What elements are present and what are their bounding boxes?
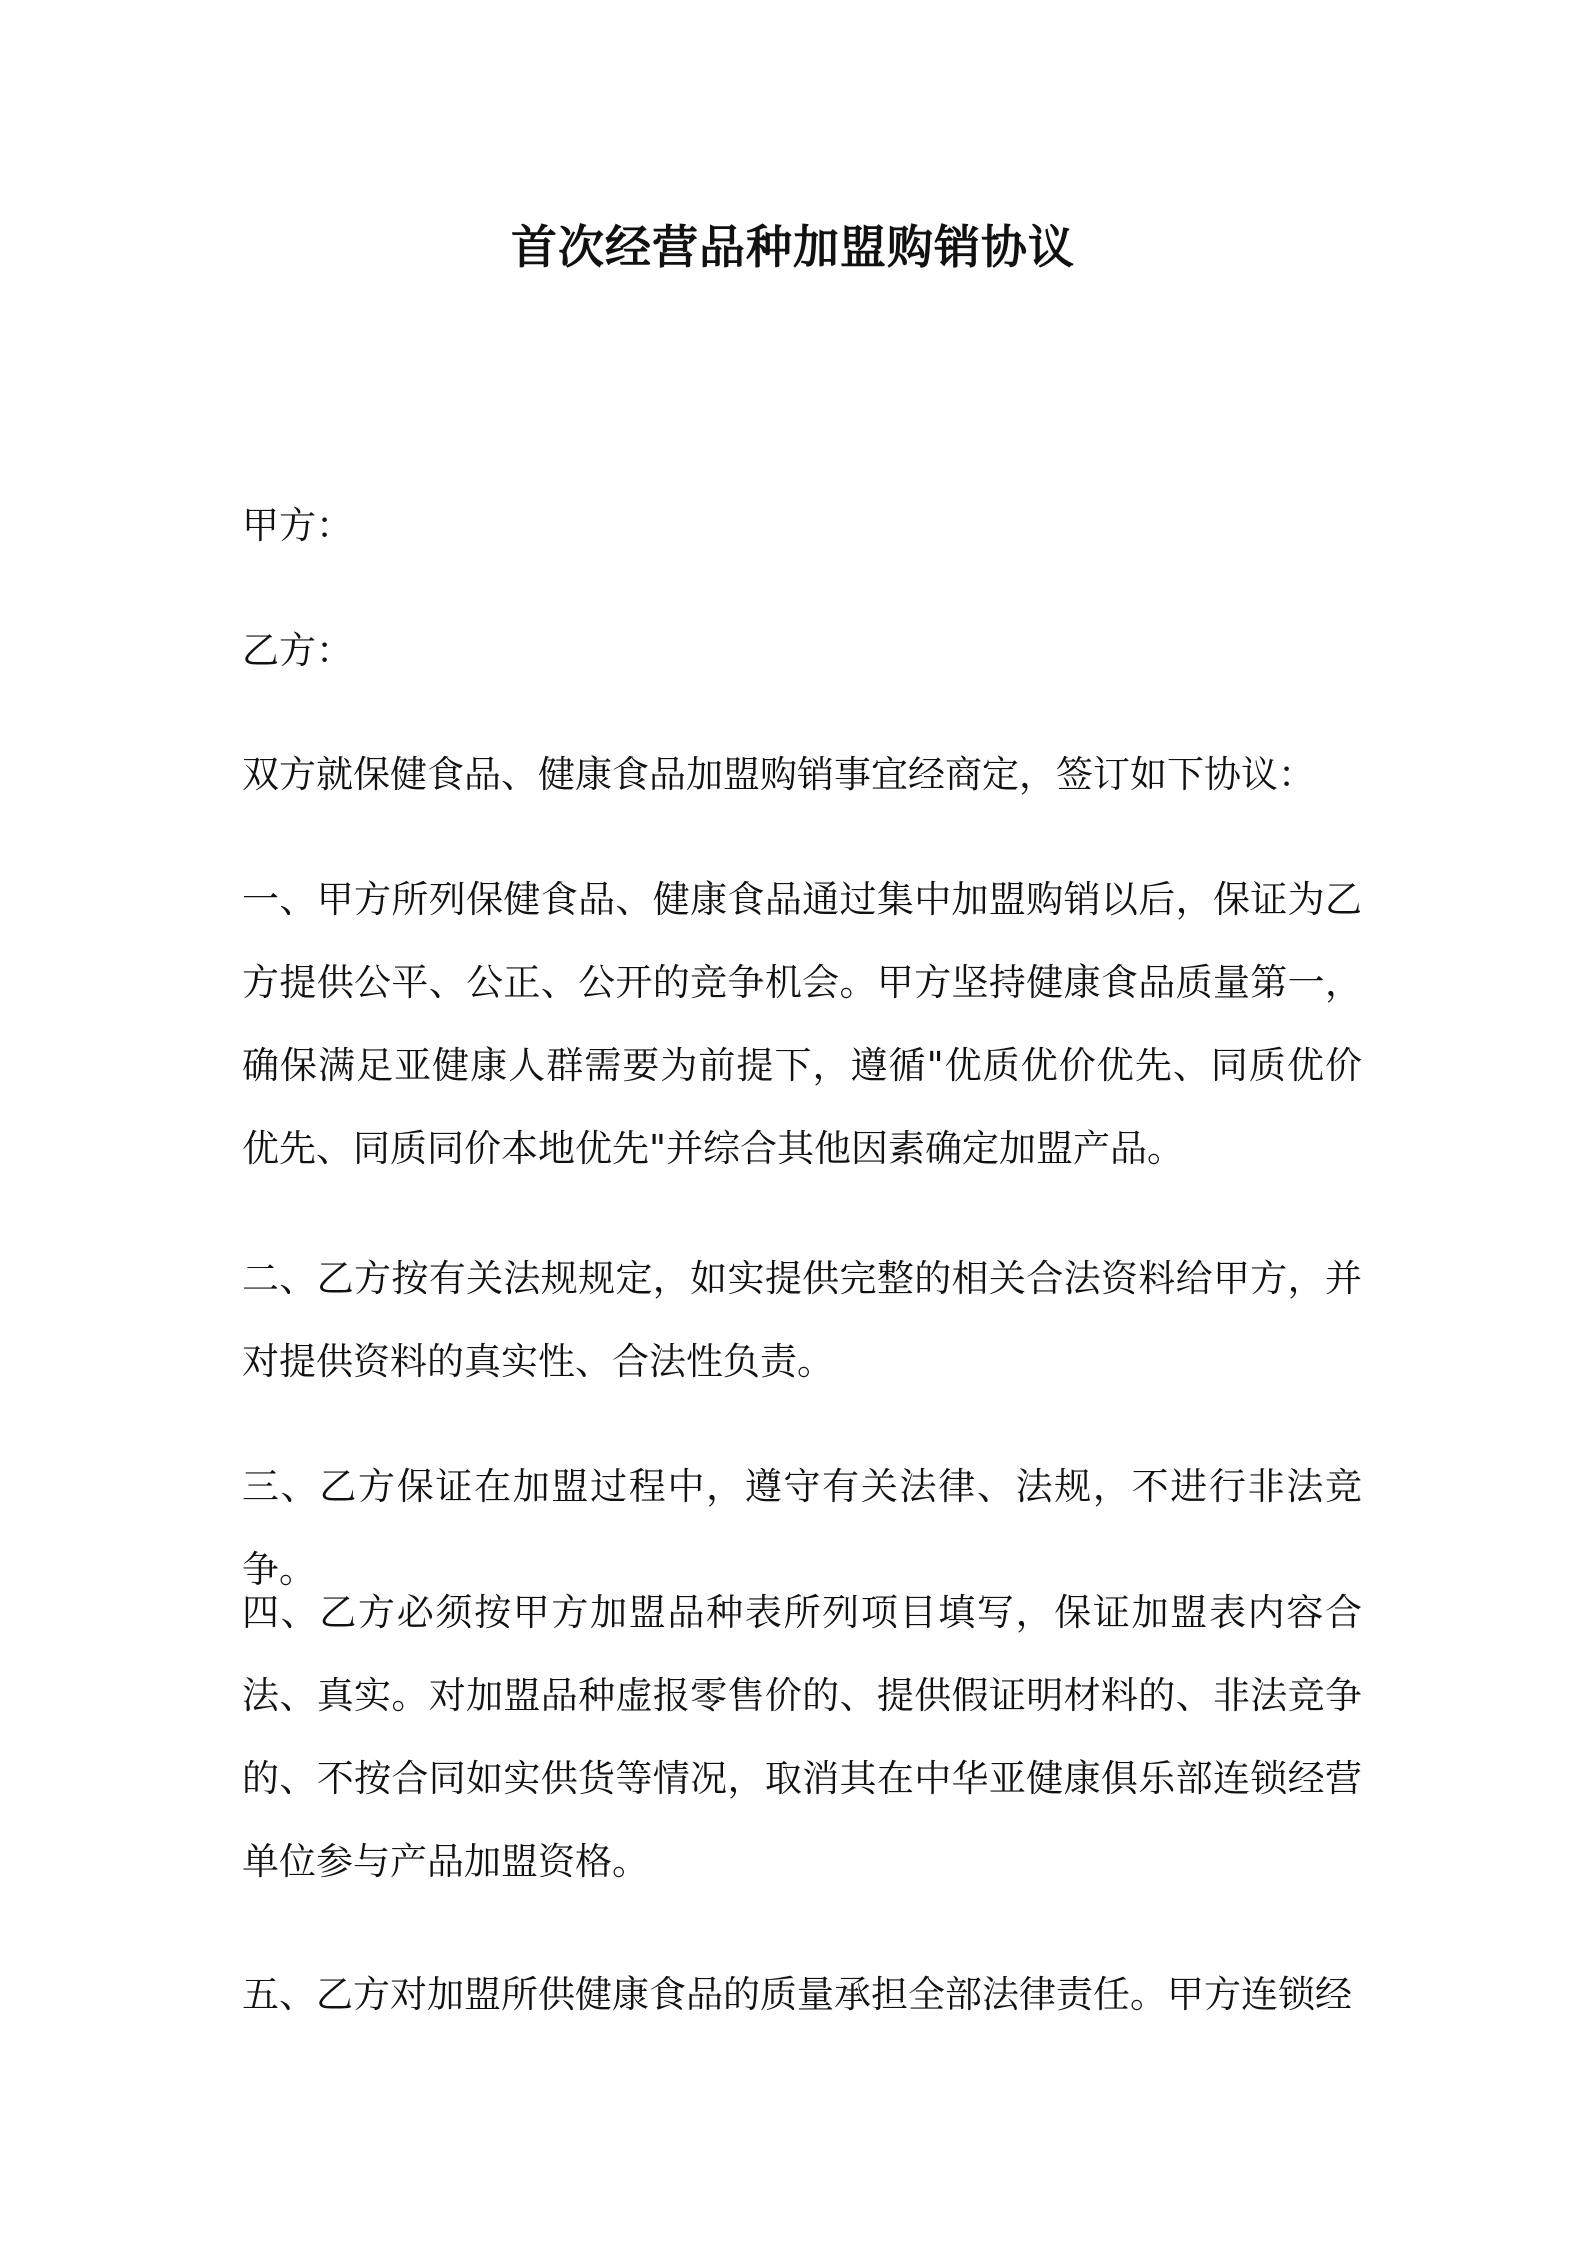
- document-title: 首次经营品种加盟购销协议: [511, 220, 1075, 274]
- clause-2-paragraph: 二、乙方按有关法规规定，如实提供完整的相关合法资料给甲方，并对提供资料的真实性、合法性负责。: [242, 1257, 1362, 1383]
- party-b-line: 乙方：: [242, 629, 353, 672]
- clause-1-paragraph: 一、甲方所列保健食品、健康食品通过集中加盟购销以后，保证为乙方提供公平、公正、公开的竞争机会。甲方坚持健康食品质量第一，确保满足亚健康人群需要为前提下，遵循"优质优价优先、同质优价优先、同质同价本地优先"并综合其他因素确定加盟产品。: [242, 878, 1362, 1170]
- intro-paragraph: 双方就保健食品、健康食品加盟购销事宜经商定，签订如下协议：: [242, 753, 1315, 796]
- clause-3-paragraph: 三、乙方保证在加盟过程中，遵守有关法律、法规，不进行非法竞争。: [242, 1465, 1362, 1591]
- clause-4-paragraph: 四、乙方必须按甲方加盟品种表所列项目填写，保证加盟表内容合法、真实。对加盟品种虚报零售价的、提供假证明材料的、非法竞争的、不按合同如实供货等情况，取消其在中华亚健康俱乐部连锁经营单位参与产品加盟资格。: [242, 1591, 1362, 1883]
- clause-5-paragraph: 五、乙方对加盟所供健康食品的质量承担全部法律责任。甲方连锁经: [242, 1973, 1352, 2016]
- party-a-line: 甲方：: [242, 504, 353, 547]
